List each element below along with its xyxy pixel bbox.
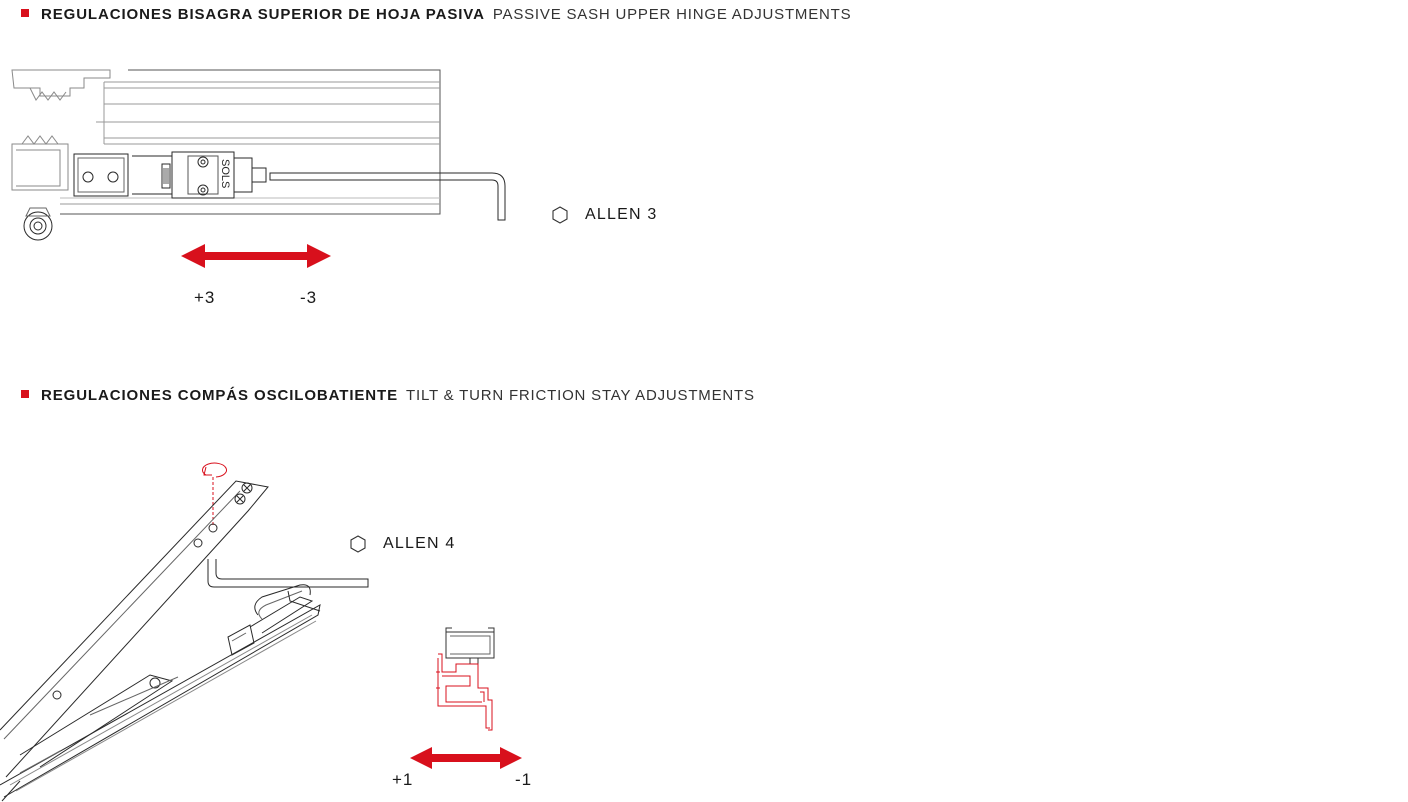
hexagon-allen-key-icon (551, 206, 569, 224)
adjust-plus-3: +3 (194, 288, 216, 307)
red-square-bullet-icon (21, 9, 29, 17)
hinge-brand-mark: SOLS (219, 159, 231, 189)
double-arrow-icon (181, 243, 331, 269)
allen-3-tool (551, 206, 657, 224)
adjust-plus-1: +1 (392, 770, 414, 789)
section-2-title-es: REGULACIONES COMPÁS OSCILOBATIENTE (41, 387, 399, 404)
hinge-profile-drawing (0, 60, 520, 260)
allen-3-label: ALLEN 3 (585, 206, 658, 223)
section-2-title (21, 387, 755, 404)
section-2-title-en: TILT & TURN FRICTION STAY ADJUSTMENTS (406, 387, 755, 404)
friction-stay-drawing (0, 455, 380, 802)
red-square-bullet-icon (21, 390, 29, 398)
section-1-title-es: REGULACIONES BISAGRA SUPERIOR DE HOJA PASIVA (41, 6, 485, 23)
section-1-title (21, 6, 851, 23)
section-1-title-en: PASSIVE SASH UPPER HINGE ADJUSTMENTS (492, 6, 852, 23)
window-profile-section (430, 628, 500, 738)
adjust-minus-3: -3 (300, 288, 318, 307)
double-arrow-icon (410, 746, 522, 770)
allen-4-label: ALLEN 4 (383, 535, 456, 552)
allen-4-tool (349, 535, 455, 553)
adjust-minus-1: -1 (515, 770, 533, 789)
hexagon-allen-key-icon (349, 535, 367, 553)
